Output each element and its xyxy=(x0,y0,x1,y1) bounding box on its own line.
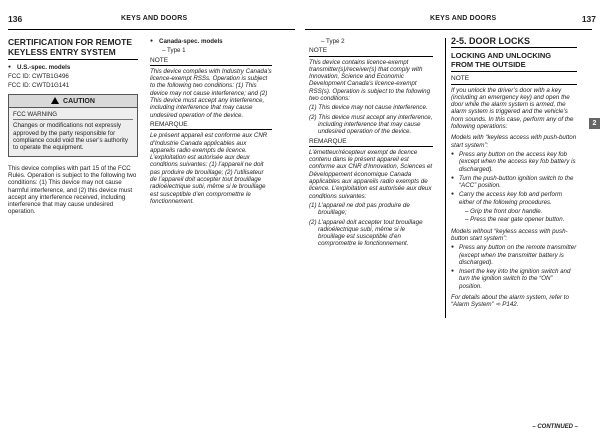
remarque-label: REMARQUE xyxy=(309,138,433,147)
sub-item: – Press the rear gate opener button. xyxy=(465,216,565,224)
note-text: This device complies with Industry Canada’s licence-exempt RSSs. Operation is subject to the following two conditions: (1) This device may not cause interference; and (2) This device must accept any interference, including interference that may cause undesired operation of the device. xyxy=(150,67,272,119)
models-without-heading: Models without “keyless access with push-button start system”: xyxy=(451,227,568,242)
canada-models-heading: ● Canada-spec. models xyxy=(150,38,272,45)
list-item: ● Insert the key into the ignition switch and turn the ignition switch to the “ON” position. xyxy=(451,268,577,290)
sub-item: – Grip the front door handle. xyxy=(465,208,543,216)
section-title: LOCKING AND UNLOCKING FROM THE OUTSIDE xyxy=(451,52,577,72)
list-item: ● Turn the push-button ignition switch to the “ACC” position. xyxy=(451,175,577,190)
fcc-warning-label: FCC WARNING xyxy=(13,111,133,120)
remarque-condition-1: (1) L’appareil ne doit pas produire de brouillage; xyxy=(309,201,410,217)
chapter-title: 2-5. DOOR LOCKS xyxy=(451,38,577,48)
page-number: 137 xyxy=(581,14,596,24)
condition-1: (1) This device may not cause interference. xyxy=(309,104,428,112)
alarm-reference: For details about the alarm system, refer to “Alarm System” ➾ P142. xyxy=(451,294,569,309)
note-text: If you unlock the driver’s door with a key (including an emergency key) and open the door while the alarm system is armed, the alarm system is triggered and the vehicle’s horn sounds. In this case, perform any of the following operations: xyxy=(451,86,574,131)
note-label: NOTE xyxy=(451,75,577,84)
header-title: KEYS AND DOORS xyxy=(430,15,497,22)
column-divider xyxy=(445,38,446,318)
warning-triangle-icon xyxy=(51,97,59,104)
header-title: KEYS AND DOORS xyxy=(121,15,188,22)
compliance-text: This device complies with part 15 of the FCC Rules. Operation is subject to the following two conditions: (1) This device may not cause harmful interference, and (2) this device must accept any interference received, including interference that may cause undesired operation. xyxy=(8,164,137,216)
header-rule xyxy=(8,29,295,30)
models-with-heading: Models with “keyless access with push-button start system”: xyxy=(451,134,577,149)
remarque-condition-2: (2) L’appareil doit accepter tout brouillage radioélectrique subi, même si le brouillage est susceptible d’en compromettre le fonctionnement. xyxy=(309,218,423,248)
list-item: ● Press any button on the access key fob (except when the access key fob battery is discharged). xyxy=(451,151,577,173)
right-column-1 xyxy=(309,38,433,250)
chapter-tab: 2 xyxy=(589,118,600,129)
page-number: 136 xyxy=(8,14,23,24)
left-column-1 xyxy=(8,38,138,218)
fcc-id-1: FCC ID: CWTB1G496 xyxy=(8,73,69,81)
section-title: CERTIFICATION FOR REMOTE KEYLESS ENTRY SYSTEM xyxy=(8,37,133,57)
list-item: ● Carry the access key fob and perform either of the following procedures. xyxy=(451,191,577,206)
note-label: NOTE xyxy=(150,57,272,66)
left-column-2 xyxy=(150,38,272,207)
caution-box xyxy=(8,94,138,157)
caution-text: Changes or modifications not expressly approved by the party responsible for compliance could void the user’s authority to operate the equipment. xyxy=(13,122,128,152)
right-page-header xyxy=(305,14,600,28)
note-label: NOTE xyxy=(309,47,433,56)
list-item: ● Press any button on the remote transmitter (except when the transmitter battery is discharged). xyxy=(451,244,577,266)
remarque-text: Le présent appareil est conforme aux CNR d’Industrie Canada applicables aux appareils radio exempts de licence. L’exploitation est autorisée aux deux conditions suivantes: (1) l’appareil ne doit pas produire de brouillage; (2) l’utilisateur de l’appareil doit accepter tout brouillage radioélectrique subi, même si le brouillage est susceptible d’en compromettre le fonctionnement. xyxy=(150,132,268,205)
fcc-id-2: FCC ID: CWTD1G141 xyxy=(8,81,70,89)
section-rule xyxy=(8,59,138,60)
note-text: This device contains licence-exempt transmitter(s)/receiver(s) that comply with Innovation, Science and Economic Development Canada’s licence-exempt RSS(s). Operation is subject to the following two conditions: xyxy=(309,58,431,103)
type2-label: – Type 2 xyxy=(321,38,345,45)
left-page xyxy=(0,0,295,447)
header-rule xyxy=(305,29,592,30)
continued-label: – CONTINUED – xyxy=(532,424,578,430)
condition-2: (2) This device must accept any interference, including interference that may cause undesired operation of the device. xyxy=(309,113,433,136)
type1-label: – Type 1 xyxy=(162,47,186,55)
us-models-heading: ● U.S.-spec. models xyxy=(8,64,138,71)
remarque-text: L’émetteur/récepteur exempt de licence contenu dans le présent appareil est conforme aux CNR d’Innovation, Sciences et Développement économique Canada applicables aux appareils radio exempts de licence. L’exploitation est autorisée aux deux conditions suivantes: xyxy=(309,148,433,200)
right-column-2 xyxy=(451,38,577,311)
right-page xyxy=(305,0,600,447)
caution-header: CAUTION xyxy=(9,95,137,107)
remarque-label: REMARQUE xyxy=(150,121,272,130)
caution-body xyxy=(9,107,137,155)
left-page-header xyxy=(0,14,295,28)
